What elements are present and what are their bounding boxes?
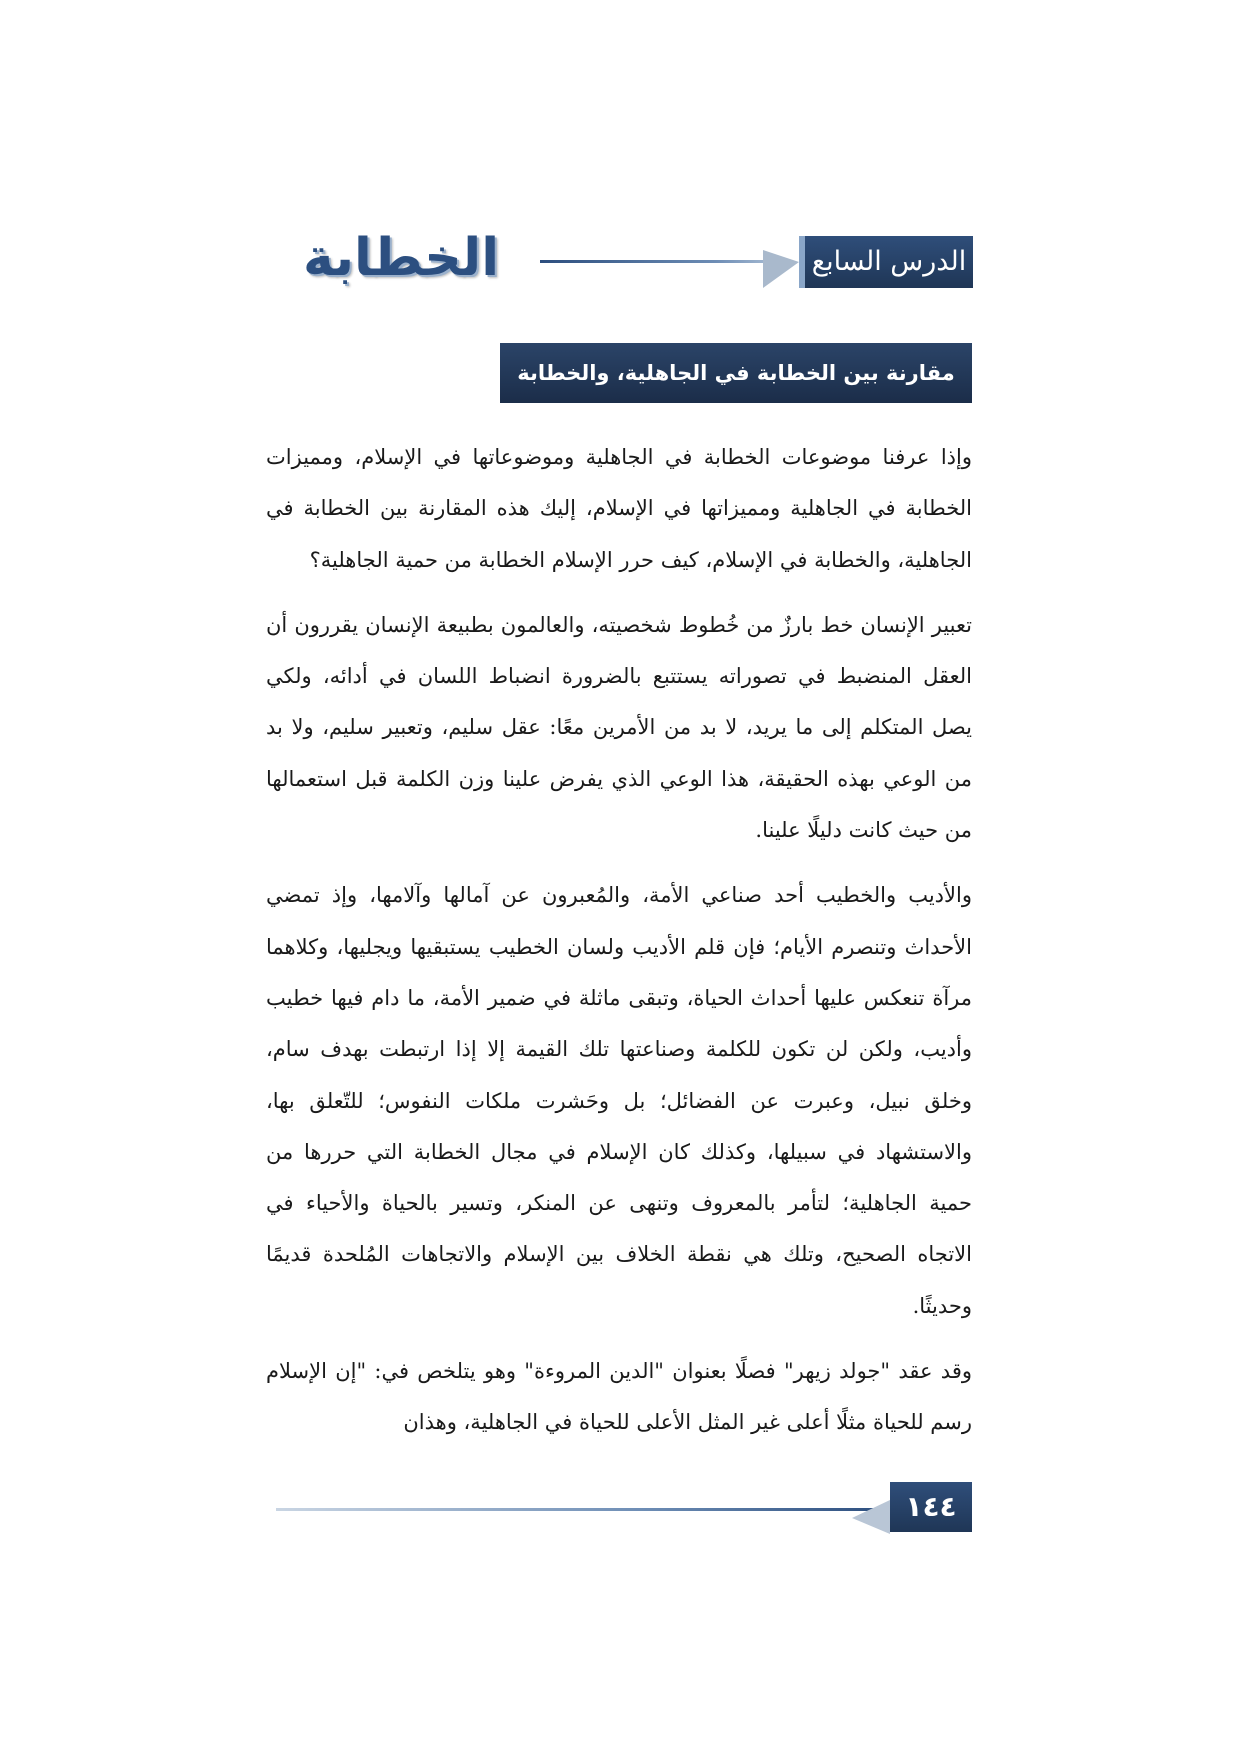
page-number: ١٤٤ bbox=[890, 1482, 972, 1532]
lesson-label: الدرس السابع bbox=[799, 236, 973, 288]
subheading: مقارنة بين الخطابة في الجاهلية، والخطابة في الإسلام bbox=[500, 343, 972, 403]
paragraph: وقد عقد "جولد زيهر" فصلًا بعنوان "الدين المروءة" وهو يتلخص في: "إن الإسلام رسم للحياة مثلًا أعلى غير المثل الأعلى للحياة في الجاهلية، وهذان bbox=[266, 1359, 972, 1435]
footer-divider-line bbox=[276, 1508, 888, 1511]
paragraph: والأديب والخطيب أحد صناعي الأمة، والمُعبرون عن آمالها وآلامها، وإذ تمضي الأحداث وتنصرم الأيام؛ فإن قلم الأديب ولسان الخطيب يستبقيها ويجليها، وكلاهما مرآة تنعكس عليها أحداث الحياة، وتبقى ماثلة في ضمير الأمة، ما دام فيها خطيب وأديب، ولكن لن تكون للكلمة وصناعتها تلك القيمة إلا إذا ارتبطت بهدف سام، وخلق نبيل، وعبرت عن الفضائل؛ بل وحَشرت ملكات النفوس؛ للتّعلق بها، والاستشهاد في سبيلها، وكذلك كان الإسلام في مجال الخطابة التي حررها من حمية الجاهلية؛ لتأمر بالمعروف وتنهى عن المنكر، وتسير بالحياة والأحياء في الاتجاه الصحيح، وتلك هي نقطة الخلاف بين الإسلام والاتجاهات المُلحدة قديمًا وحديثًا. bbox=[266, 883, 972, 1318]
header-wedge-decoration bbox=[763, 250, 799, 288]
page-header bbox=[270, 228, 973, 290]
header-divider-line bbox=[540, 260, 791, 263]
footer-wedge-decoration bbox=[852, 1500, 890, 1534]
section-title: الخطابة bbox=[302, 228, 500, 288]
paragraph: تعبير الإنسان خط بارزٌ من خُطوط شخصيته، والعالمون بطبيعة الإنسان يقررون أن العقل المنضبط في تصوراته يستتبع بالضرورة انضباط اللسان في أدائه، ولكي يصل المتكلم إلى ما يريد، لا بد من الأمرين معًا: عقل سليم، وتعبير سليم، ولا بد من الوعي بهذه الحقيقة، هذا الوعي الذي يفرض علينا وزن الكلمة قبل استعمالها من حيث كانت دليلًا علينا. bbox=[266, 612, 972, 843]
body-text bbox=[266, 432, 972, 1463]
paragraph: وإذا عرفنا موضوعات الخطابة في الجاهلية وموضوعاتها في الإسلام، ومميزات الخطابة في الجاهلية ومميزاتها في الإسلام، إليك هذه المقارنة بين الخطابة في الجاهلية، والخطابة في الإسلام، كيف حرر الإسلام الخطابة من حمية الجاهلية؟ bbox=[266, 445, 972, 572]
